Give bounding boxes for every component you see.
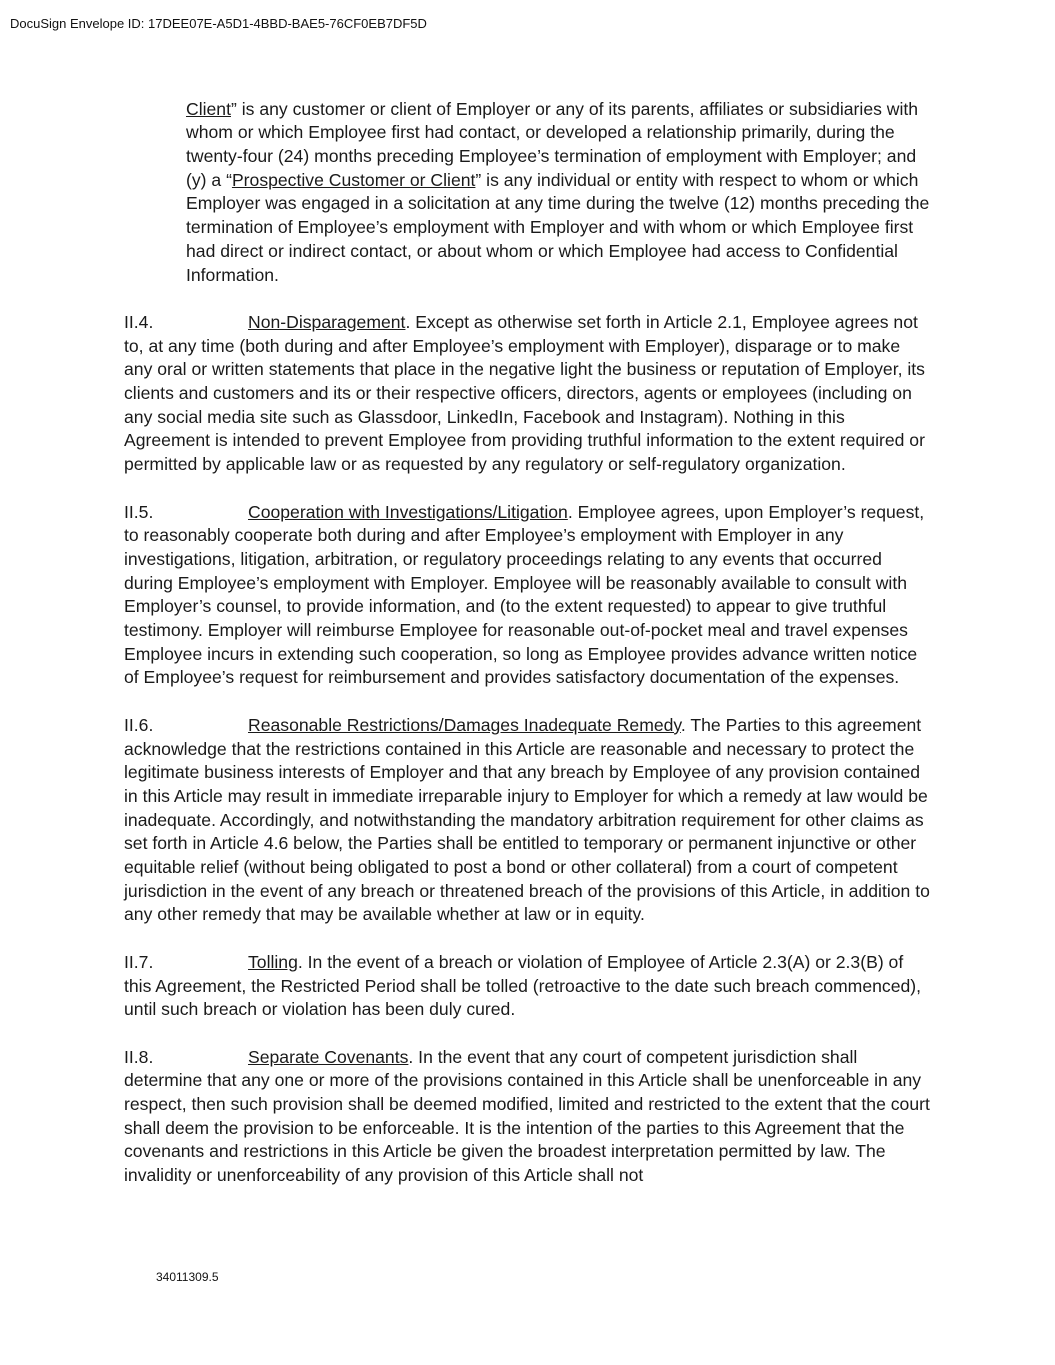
client-definition-paragraph [186,98,932,288]
section-tolling [124,951,932,1022]
docusign-envelope-id: DocuSign Envelope ID: 17DEE07E-A5D1-4BBD-BAE5-76CF0EB7DF5D [10,16,427,31]
section-title: Separate Covenants [248,1046,409,1067]
section-number: II.7. [124,951,154,972]
section-body: . Employee agrees, upon Employer’s request, to reasonably cooperate both during and after Employee’s employment with Employer in any investigations, litigation, arbitration, or regulatory proceedings relating to any events that occurred during Employee’s employment with Employer. Employee will be reasonably available to consult with Employer’s counsel, to provide information, and (to the extent requested) to appear to give truthful testimony. Employer will reimburse Employee for reasonable out-of-pocket meal and travel expenses Employee incurs in extending such cooperation, so long as Employee provides advance written notice of Employee’s request for reimbursement and provides satisfactory documentation of the expenses. [124,501,925,688]
document-body [124,80,932,1212]
section-number: II.8. [124,1046,154,1067]
section-non-disparagement [124,311,932,477]
section-number: II.6. [124,714,154,735]
section-title: Cooperation with Investigations/Litigation [248,501,568,522]
section-title: Tolling [248,951,298,972]
section-reasonable-restrictions [124,714,932,927]
section-title: Reasonable Restrictions/Damages Inadequate Remedy [248,714,681,735]
section-body: . The Parties to this agreement acknowledge that the restrictions contained in this Article are reasonable and necessary to protect the legitimate business interests of Employer and that any breach by Employee of any provision contained in this Article may result in immediate irreparable injury to Employer for which a remedy at law would be inadequate. Accordingly, and notwithstanding the mandatory arbitration requirement for other claims as set forth in Article 4.6 below, the Parties shall be entitled to temporary or permanent injunctive or other equitable relief (without being obligated to post a bond or other collateral) from a court of competent jurisdiction in the event of any breach or threatened breach of the provisions of this Article, in addition to any other remedy that may be available whether at law or in equity. [124,714,930,925]
section-cooperation [124,501,932,691]
document-footer-number: 34011309.5 [156,1270,219,1284]
section-body: . In the event of a breach or violation of Employee of Article 2.3(A) or 2.3(B) of this Agreement, the Restricted Period shall be tolled (retroactive to the date such breach commenced), until such breach or violation has been duly cured. [124,951,922,1020]
section-body: . Except as otherwise set forth in Article 2.1, Employee agrees not to, at any time (both during and after Employee’s employment with Employer), disparage or to make any oral or written statements that place in the negative light the business or reputation of Employer, its clients and customers and its or their respective officers, directors, agents or employees (including on any social media site such as Glassdoor, LinkedIn, Facebook and Instagram). Nothing in this Agreement is intended to prevent Employee from providing truthful information to the extent required or permitted by applicable law or as requested by any regulatory or self-regulatory organization. [124,311,925,475]
section-title: Non-Disparagement [248,311,406,332]
section-number: II.5. [124,501,154,522]
term-client: Client [186,98,231,119]
client-definition-text: ” is any customer or client of Employer or any of its parents, affiliates or subsidiaries with whom or which Employee first had contact, or developed a relationship primarily, during the twenty-four (24) months preceding Employee’s termination of employment with Employer; and (y) a “ [186,98,919,190]
section-number: II.4. [124,311,154,332]
term-prospective-customer: Prospective Customer or Client [231,169,476,190]
section-body: . In the event that any court of competent jurisdiction shall determine that any one or more of the provisions contained in this Article shall be unenforceable in any respect, then such provision shall be deemed modified, limited and restricted to the extent that the court shall deem the provision to be enforceable. It is the intention of the parties to this Agreement that the covenants and restrictions in this Article be given the broadest interpretation permitted by law. The invalidity or unenforceability of any provision of this Article shall not [124,1046,930,1186]
section-separate-covenants [124,1046,932,1188]
prospective-customer-definition-text: ” is any individual or entity with respect to whom or which Employer was engaged in a solicitation at any time during the twelve (12) months preceding the termination of Employee’s employment with Employer and with whom or which Employee first had direct or indirect contact, or about whom or which Employee had access to Confidential Information. [186,169,930,285]
